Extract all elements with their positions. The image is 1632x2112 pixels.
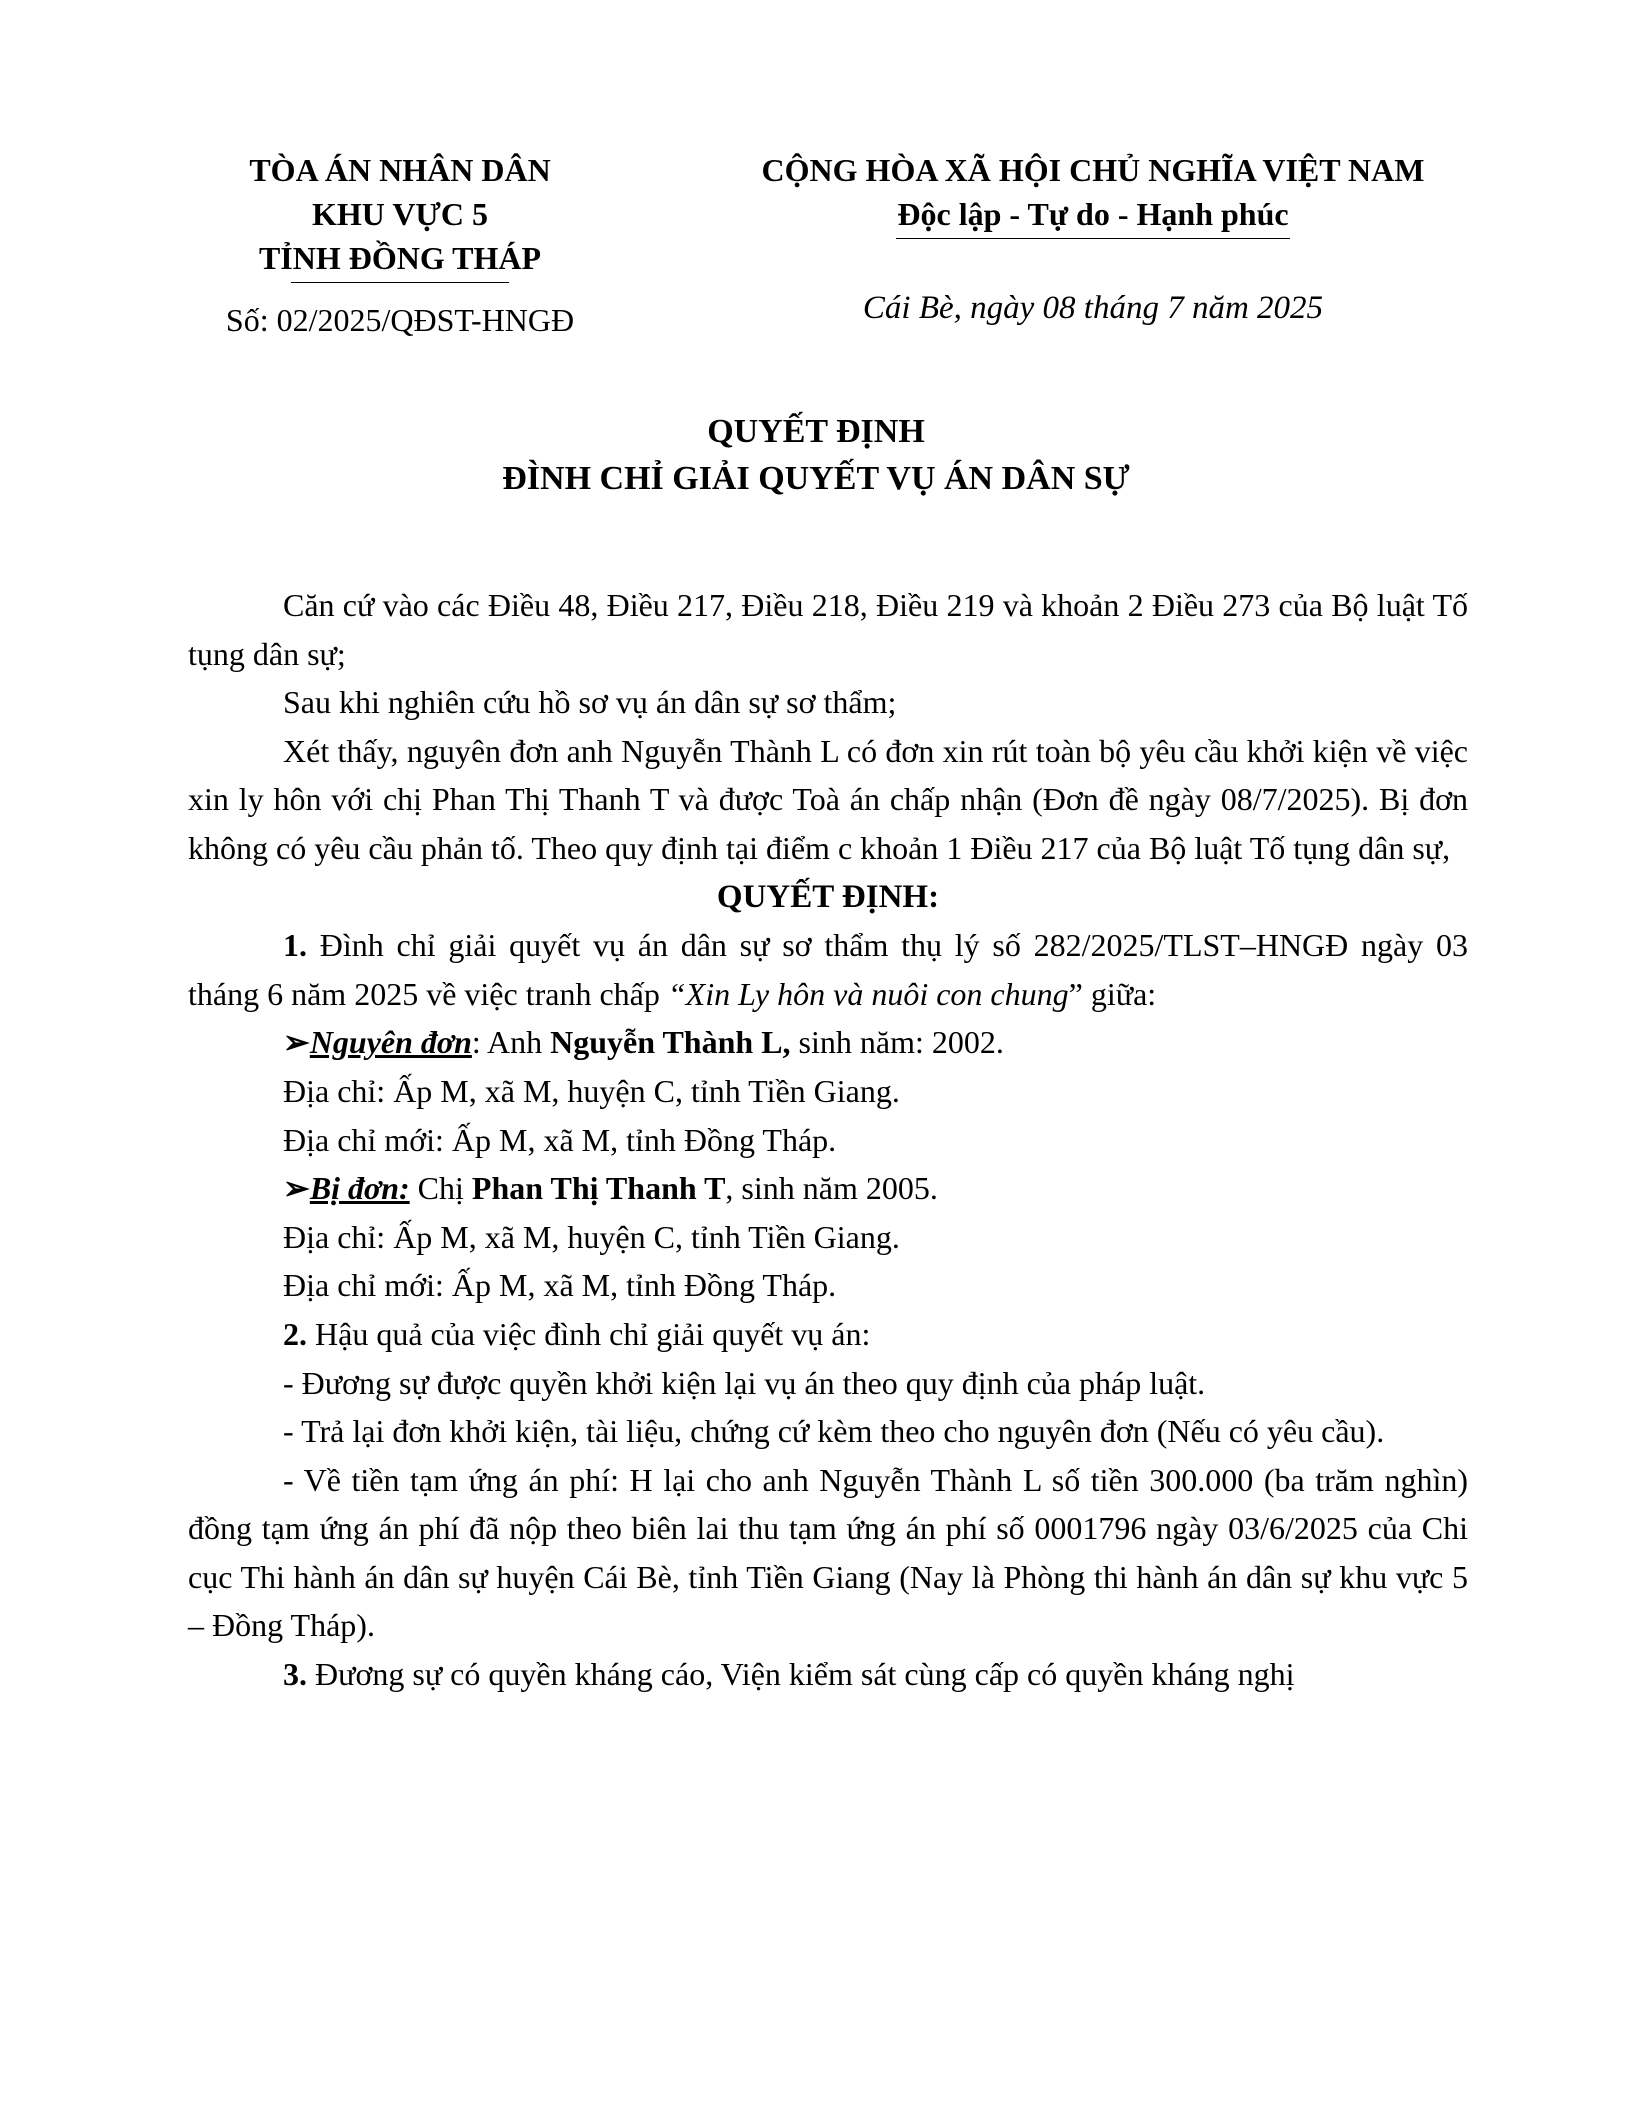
document-body — [188, 581, 1468, 1699]
plaintiff-label: Nguyên đơn — [309, 1024, 472, 1061]
item-3-number: 3. — [283, 1656, 307, 1693]
item-2-bullet-2: - Trả lại đơn khởi kiện, tài liệu, chứng cứ kèm theo cho nguyên đơn (Nếu có yêu cầu). — [283, 1413, 1385, 1450]
item-3-paragraph — [188, 1650, 1468, 1699]
defendant-prefix: Chị — [409, 1170, 472, 1207]
defendant-address: Địa chỉ: Ấp M, xã M, huyện C, tỉnh Tiền Giang. — [283, 1218, 900, 1255]
item-2-bullet-1: - Đương sự được quyền khởi kiện lại vụ án theo quy định của pháp luật. — [283, 1364, 1206, 1401]
national-motto-rule — [896, 238, 1290, 239]
national-title: CỘNG HÒA XÃ HỘI CHỦ NGHĨA VIỆT NAM — [761, 152, 1425, 188]
title-line1: QUYẾT ĐỊNH — [707, 413, 925, 450]
arrowhead-bullet-icon: ➢ — [283, 1170, 310, 1207]
item-1-number: 1. — [283, 927, 307, 964]
arrowhead-bullet-icon: ➢ — [283, 1024, 310, 1061]
defendant-line — [188, 1164, 1468, 1213]
plaintiff-prefix: : Anh — [471, 1024, 551, 1061]
plaintiff-name: Nguyễn Thành L, — [550, 1024, 791, 1061]
defendant-new-address: Địa chỉ mới: Ấp M, xã M, tỉnh Đồng Tháp. — [283, 1267, 837, 1304]
item-1-text-b: ” giữa: — [1068, 975, 1157, 1012]
plaintiff-new-address: Địa chỉ mới: Ấp M, xã M, tỉnh Đồng Tháp. — [283, 1121, 837, 1158]
place-and-date: Cái Bè, ngày 08 tháng 7 năm 2025 — [862, 290, 1324, 326]
item-2-bullet-3: - Về tiền tạm ứng án phí: H lại cho anh Nguyễn Thành L số tiền 300.000 (ba trăm nghìn) đồng tạm ứng án phí đã nộp theo biên lai thu tạm ứng án phí số 0001796 ngày 03/6/2025 của Chi cục Thi hành án dân sự huyện Cái Bè, tỉnh Tiền Giang (Nay là Phòng thi hành án dân sự khu vực 5 – Đồng Tháp). — [188, 1461, 1468, 1644]
findings-paragraph: Xét thấy, nguyên đơn anh Nguyễn Thành L có đơn xin rút toàn bộ yêu cầu khởi kiện về việc xin ly hôn với chị Phan Thị Thanh T và được Toà án chấp nhận (Đơn đề ngày 08/7/2025). Bị đơn không có yêu cầu phản tố. Theo quy định tại điểm c khoản 1 Điều 217 của Bộ luật Tố tụng dân sự, — [188, 732, 1468, 866]
defendant-label: Bị đơn: — [309, 1170, 410, 1207]
court-header — [175, 148, 625, 283]
item-3-text: Đương sự có quyền kháng cáo, Viện kiểm sát cùng cấp có quyền kháng nghị — [307, 1656, 1295, 1693]
document-number: Số: 02/2025/QĐST-HNGĐ — [225, 302, 575, 338]
court-name-line2: KHU VỰC 5 — [312, 196, 488, 232]
court-name-line1: TÒA ÁN NHÂN DÂN — [249, 152, 551, 188]
review-paragraph: Sau khi nghiên cứu hồ sơ vụ án dân sự sơ thẩm; — [283, 684, 897, 721]
case-name: “Xin Ly hôn và nuôi con chung — [667, 975, 1069, 1012]
item-1-paragraph — [188, 921, 1468, 1018]
plaintiff-address: Địa chỉ: Ấp M, xã M, huyện C, tỉnh Tiền Giang. — [283, 1072, 900, 1109]
defendant-name: Phan Thị Thanh T — [471, 1170, 726, 1207]
plaintiff-line — [188, 1018, 1468, 1067]
court-name-line3: TỈNH ĐỒNG THÁP — [258, 240, 542, 276]
item-2-text: Hậu quả của việc đình chỉ giải quyết vụ án: — [307, 1315, 871, 1352]
title-line2: ĐÌNH CHỈ GIẢI QUYẾT VỤ ÁN DÂN SỰ — [502, 460, 1130, 497]
national-motto: Độc lập - Tự do - Hạnh phúc — [897, 196, 1289, 232]
item-2-number: 2. — [283, 1315, 307, 1352]
court-header-rule — [291, 282, 509, 283]
legal-basis-paragraph: Căn cứ vào các Điều 48, Điều 217, Điều 218, Điều 219 và khoản 2 Điều 273 của Bộ luật Tố tụng dân sự; — [188, 587, 1468, 672]
item-2-paragraph — [188, 1310, 1468, 1359]
national-header — [718, 148, 1468, 239]
decision-heading: QUYẾT ĐỊNH: — [716, 878, 940, 915]
item-1-text-a: Đình chỉ giải quyết vụ án dân sự sơ thẩm thụ lý số 282/2025/TLST–HNGĐ ngày 03 tháng 6 năm 2025 về việc tranh chấp — [188, 927, 1468, 1012]
document-title — [150, 408, 1482, 502]
defendant-birth: , sinh năm 2005. — [725, 1170, 938, 1207]
plaintiff-birth: sinh năm: 2002. — [790, 1024, 1004, 1061]
